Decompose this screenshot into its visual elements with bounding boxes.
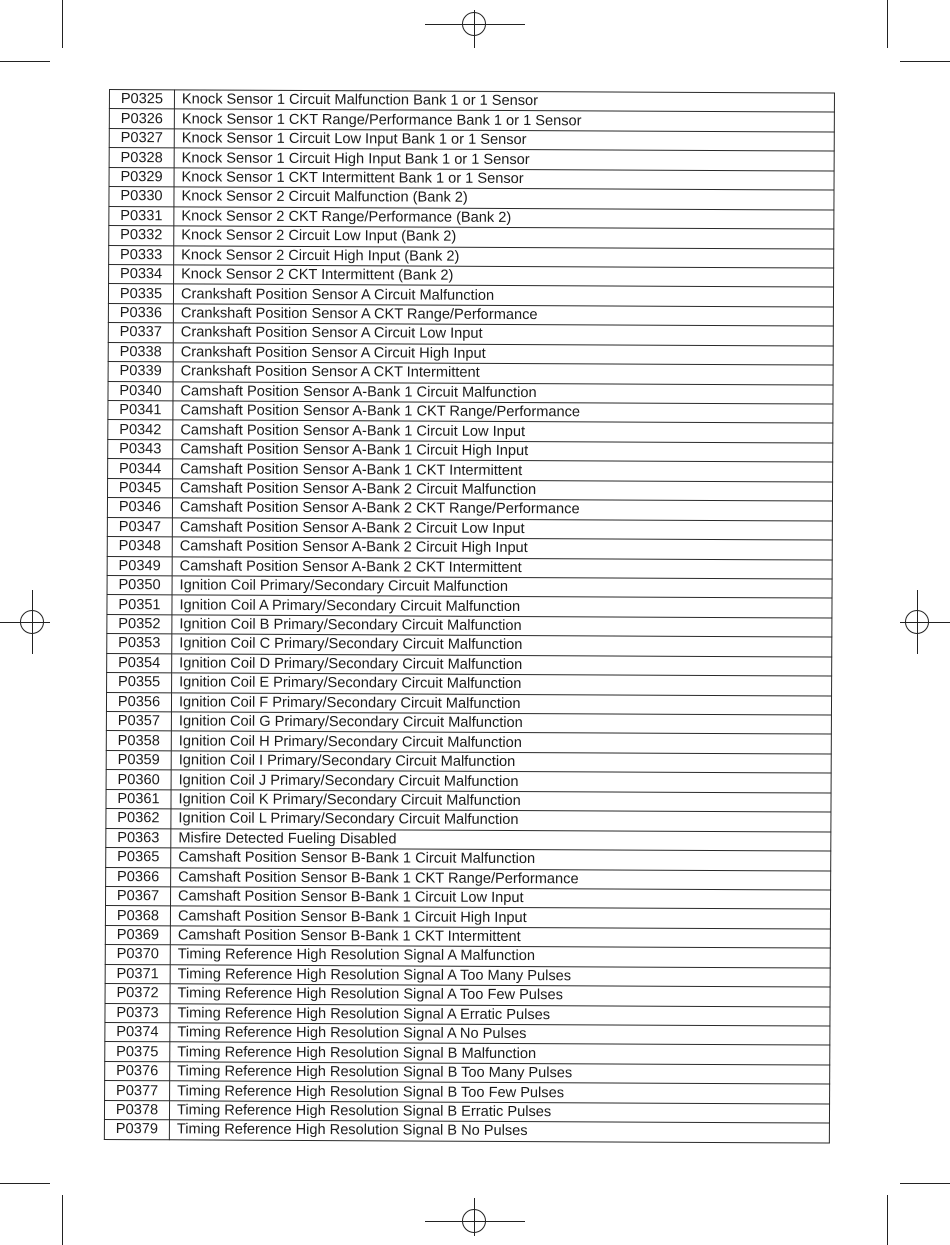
registration-circle-right-icon — [905, 610, 929, 634]
trouble-code-description: Ignition Coil K Primary/Secondary Circuit Malfunction — [171, 790, 831, 813]
crop-mark-top-right-horizontal — [900, 61, 950, 62]
trouble-code-description: Camshaft Position Sensor A-Bank 2 Circuit Malfunction — [173, 479, 833, 502]
trouble-code-description: Camshaft Position Sensor A-Bank 1 Circuit Malfunction — [173, 381, 833, 404]
trouble-code: P0333 — [109, 245, 174, 265]
trouble-code-description: Crankshaft Position Sensor A CKT Intermittent — [173, 362, 833, 385]
trouble-code: P0378 — [104, 1100, 169, 1120]
trouble-code-description: Ignition Coil C Primary/Secondary Circuit Malfunction — [172, 634, 832, 657]
trouble-code: P0327 — [109, 128, 174, 148]
trouble-code: P0360 — [106, 770, 171, 790]
trouble-code: P0331 — [109, 206, 174, 226]
trouble-code-description: Timing Reference High Resolution Signal A Malfunction — [170, 945, 830, 968]
trouble-code: P0325 — [109, 90, 174, 110]
trouble-code-description: Ignition Coil G Primary/Secondary Circuit Malfunction — [171, 712, 831, 735]
trouble-code: P0328 — [109, 148, 174, 168]
trouble-code: P0341 — [108, 400, 173, 420]
crop-mark-bottom-left-horizontal — [0, 1183, 50, 1184]
trouble-code-description: Misfire Detected Fueling Disabled — [171, 828, 831, 851]
trouble-code-description: Knock Sensor 2 Circuit Malfunction (Bank 2) — [174, 187, 834, 210]
trouble-code-description: Timing Reference High Resolution Signal A No Pulses — [170, 1023, 830, 1046]
trouble-code: P0334 — [109, 264, 174, 284]
trouble-code-description: Ignition Coil J Primary/Secondary Circuit Malfunction — [171, 770, 831, 793]
trouble-code-description: Ignition Coil I Primary/Secondary Circuit Malfunction — [171, 751, 831, 774]
trouble-code-description: Camshaft Position Sensor B-Bank 1 Circuit Malfunction — [171, 848, 831, 871]
trouble-code-description: Ignition Coil D Primary/Secondary Circuit Malfunction — [172, 654, 832, 677]
trouble-code: P0355 — [107, 673, 172, 693]
trouble-code: P0379 — [104, 1120, 169, 1140]
trouble-code-description: Knock Sensor 1 Circuit Low Input Bank 1 or 1 Sensor — [174, 129, 834, 152]
trouble-code-description: Ignition Coil A Primary/Secondary Circuit Malfunction — [172, 595, 832, 618]
trouble-code: P0351 — [107, 595, 172, 615]
trouble-code: P0357 — [106, 711, 171, 731]
trouble-code: P0347 — [107, 517, 172, 537]
trouble-code: P0369 — [105, 925, 170, 945]
trouble-code-description: Crankshaft Position Sensor A Circuit Malfunction — [173, 284, 833, 307]
trouble-code-description: Timing Reference High Resolution Signal B Erratic Pulses — [169, 1101, 829, 1124]
trouble-code: P0329 — [109, 167, 174, 187]
trouble-code: P0343 — [108, 439, 173, 459]
trouble-code-description: Knock Sensor 2 CKT Intermittent (Bank 2) — [174, 265, 834, 288]
trouble-code-description: Timing Reference High Resolution Signal B No Pulses — [169, 1120, 829, 1143]
trouble-code: P0344 — [108, 459, 173, 479]
trouble-code-description: Knock Sensor 1 Circuit High Input Bank 1 or 1 Sensor — [174, 148, 834, 171]
trouble-code: P0348 — [107, 537, 172, 557]
trouble-code-description: Knock Sensor 2 CKT Range/Performance (Bank 2) — [174, 206, 834, 229]
trouble-code-description: Ignition Coil E Primary/Secondary Circuit Malfunction — [172, 673, 832, 696]
trouble-code-description: Camshaft Position Sensor A-Bank 1 CKT Range/Performance — [173, 401, 833, 424]
trouble-code: P0345 — [108, 478, 173, 498]
trouble-code-description: Knock Sensor 2 Circuit High Input (Bank 2) — [174, 245, 834, 268]
trouble-code: P0373 — [105, 1003, 170, 1023]
registration-circle-top-icon — [462, 12, 486, 36]
trouble-code-description: Camshaft Position Sensor A-Bank 1 Circuit Low Input — [173, 420, 833, 443]
trouble-code: P0365 — [106, 848, 171, 868]
crop-mark-top-left-vertical — [62, 0, 63, 48]
trouble-code: P0352 — [107, 614, 172, 634]
trouble-code-description: Ignition Coil B Primary/Secondary Circuit Malfunction — [172, 615, 832, 638]
trouble-code: P0340 — [108, 381, 173, 401]
trouble-code-description: Camshaft Position Sensor A-Bank 2 CKT Range/Performance — [172, 498, 832, 521]
trouble-code-description: Crankshaft Position Sensor A Circuit Low Input — [173, 323, 833, 346]
trouble-code: P0362 — [106, 809, 171, 829]
trouble-code-description: Timing Reference High Resolution Signal B Too Many Pulses — [170, 1062, 830, 1085]
trouble-code: P0326 — [109, 109, 174, 129]
trouble-code: P0330 — [109, 187, 174, 207]
trouble-code: P0363 — [106, 828, 171, 848]
trouble-code-description: Timing Reference High Resolution Signal B Malfunction — [170, 1042, 830, 1065]
trouble-code: P0339 — [108, 362, 173, 382]
trouble-code: P0354 — [107, 653, 172, 673]
trouble-code-description: Camshaft Position Sensor A-Bank 2 CKT Intermittent — [172, 556, 832, 579]
trouble-code-table — [104, 89, 835, 1143]
trouble-code-description: Timing Reference High Resolution Signal A Too Many Pulses — [170, 964, 830, 987]
trouble-code-description: Ignition Coil H Primary/Secondary Circuit Malfunction — [171, 731, 831, 754]
trouble-code-description: Camshaft Position Sensor A-Bank 1 CKT Intermittent — [173, 459, 833, 482]
trouble-code-description: Ignition Coil Primary/Secondary Circuit Malfunction — [172, 576, 832, 599]
trouble-code: P0346 — [107, 498, 172, 518]
trouble-code-description: Ignition Coil F Primary/Secondary Circuit Malfunction — [171, 692, 831, 715]
crop-mark-bottom-right-horizontal — [900, 1183, 950, 1184]
trouble-code-description: Camshaft Position Sensor A-Bank 2 Circuit Low Input — [172, 517, 832, 540]
crop-mark-top-right-vertical — [887, 0, 888, 48]
trouble-code: P0374 — [105, 1022, 170, 1042]
trouble-code: P0342 — [108, 420, 173, 440]
trouble-code: P0356 — [106, 692, 171, 712]
trouble-code-description: Crankshaft Position Sensor A Circuit High Input — [173, 343, 833, 366]
trouble-code-description: Timing Reference High Resolution Signal A Too Few Pulses — [170, 984, 830, 1007]
trouble-code-table-body — [104, 90, 834, 1143]
trouble-code: P0372 — [105, 984, 170, 1004]
trouble-code: P0368 — [105, 906, 170, 926]
table-row — [104, 1120, 829, 1143]
trouble-code: P0359 — [106, 750, 171, 770]
trouble-code: P0350 — [107, 575, 172, 595]
trouble-code: P0336 — [108, 303, 173, 323]
trouble-code: P0376 — [105, 1061, 170, 1081]
trouble-code: P0349 — [107, 556, 172, 576]
trouble-code-description: Crankshaft Position Sensor A CKT Range/Performance — [173, 304, 833, 327]
trouble-code: P0370 — [105, 945, 170, 965]
crop-mark-bottom-right-vertical — [887, 1195, 888, 1245]
trouble-code: P0335 — [108, 284, 173, 304]
trouble-code: P0338 — [108, 342, 173, 362]
trouble-code-description: Camshaft Position Sensor B-Bank 1 Circuit High Input — [170, 906, 830, 929]
crop-mark-bottom-left-vertical — [62, 1195, 63, 1245]
trouble-code-description: Camshaft Position Sensor B-Bank 1 CKT Intermittent — [170, 926, 830, 949]
trouble-code: P0375 — [105, 1042, 170, 1062]
registration-circle-bottom-icon — [462, 1209, 486, 1233]
trouble-code-description: Knock Sensor 1 CKT Range/Performance Bank 1 or 1 Sensor — [174, 109, 834, 132]
trouble-code: P0358 — [106, 731, 171, 751]
trouble-code: P0367 — [106, 886, 171, 906]
trouble-code-description: Knock Sensor 2 Circuit Low Input (Bank 2) — [174, 226, 834, 249]
crop-mark-top-left-horizontal — [0, 61, 50, 62]
trouble-code-description: Camshaft Position Sensor A-Bank 1 Circuit High Input — [173, 440, 833, 463]
trouble-code-description: Timing Reference High Resolution Signal A Erratic Pulses — [170, 1003, 830, 1026]
trouble-code-description: Ignition Coil L Primary/Secondary Circuit Malfunction — [171, 809, 831, 832]
trouble-code: P0361 — [106, 789, 171, 809]
trouble-code: P0366 — [106, 867, 171, 887]
trouble-code-description: Knock Sensor 1 Circuit Malfunction Bank 1 or 1 Sensor — [174, 90, 834, 113]
trouble-code-description: Camshaft Position Sensor A-Bank 2 Circuit High Input — [172, 537, 832, 560]
trouble-code: P0332 — [109, 226, 174, 246]
registration-circle-left-icon — [20, 610, 44, 634]
trouble-code: P0337 — [108, 323, 173, 343]
trouble-code: P0371 — [105, 964, 170, 984]
trouble-code-description: Camshaft Position Sensor B-Bank 1 Circuit Low Input — [171, 887, 831, 910]
trouble-code: P0377 — [105, 1081, 170, 1101]
trouble-code-description: Timing Reference High Resolution Signal B Too Few Pulses — [170, 1081, 830, 1104]
trouble-code-description: Knock Sensor 1 CKT Intermittent Bank 1 or 1 Sensor — [174, 168, 834, 191]
trouble-code: P0353 — [107, 634, 172, 654]
trouble-code-description: Camshaft Position Sensor B-Bank 1 CKT Range/Performance — [171, 867, 831, 890]
